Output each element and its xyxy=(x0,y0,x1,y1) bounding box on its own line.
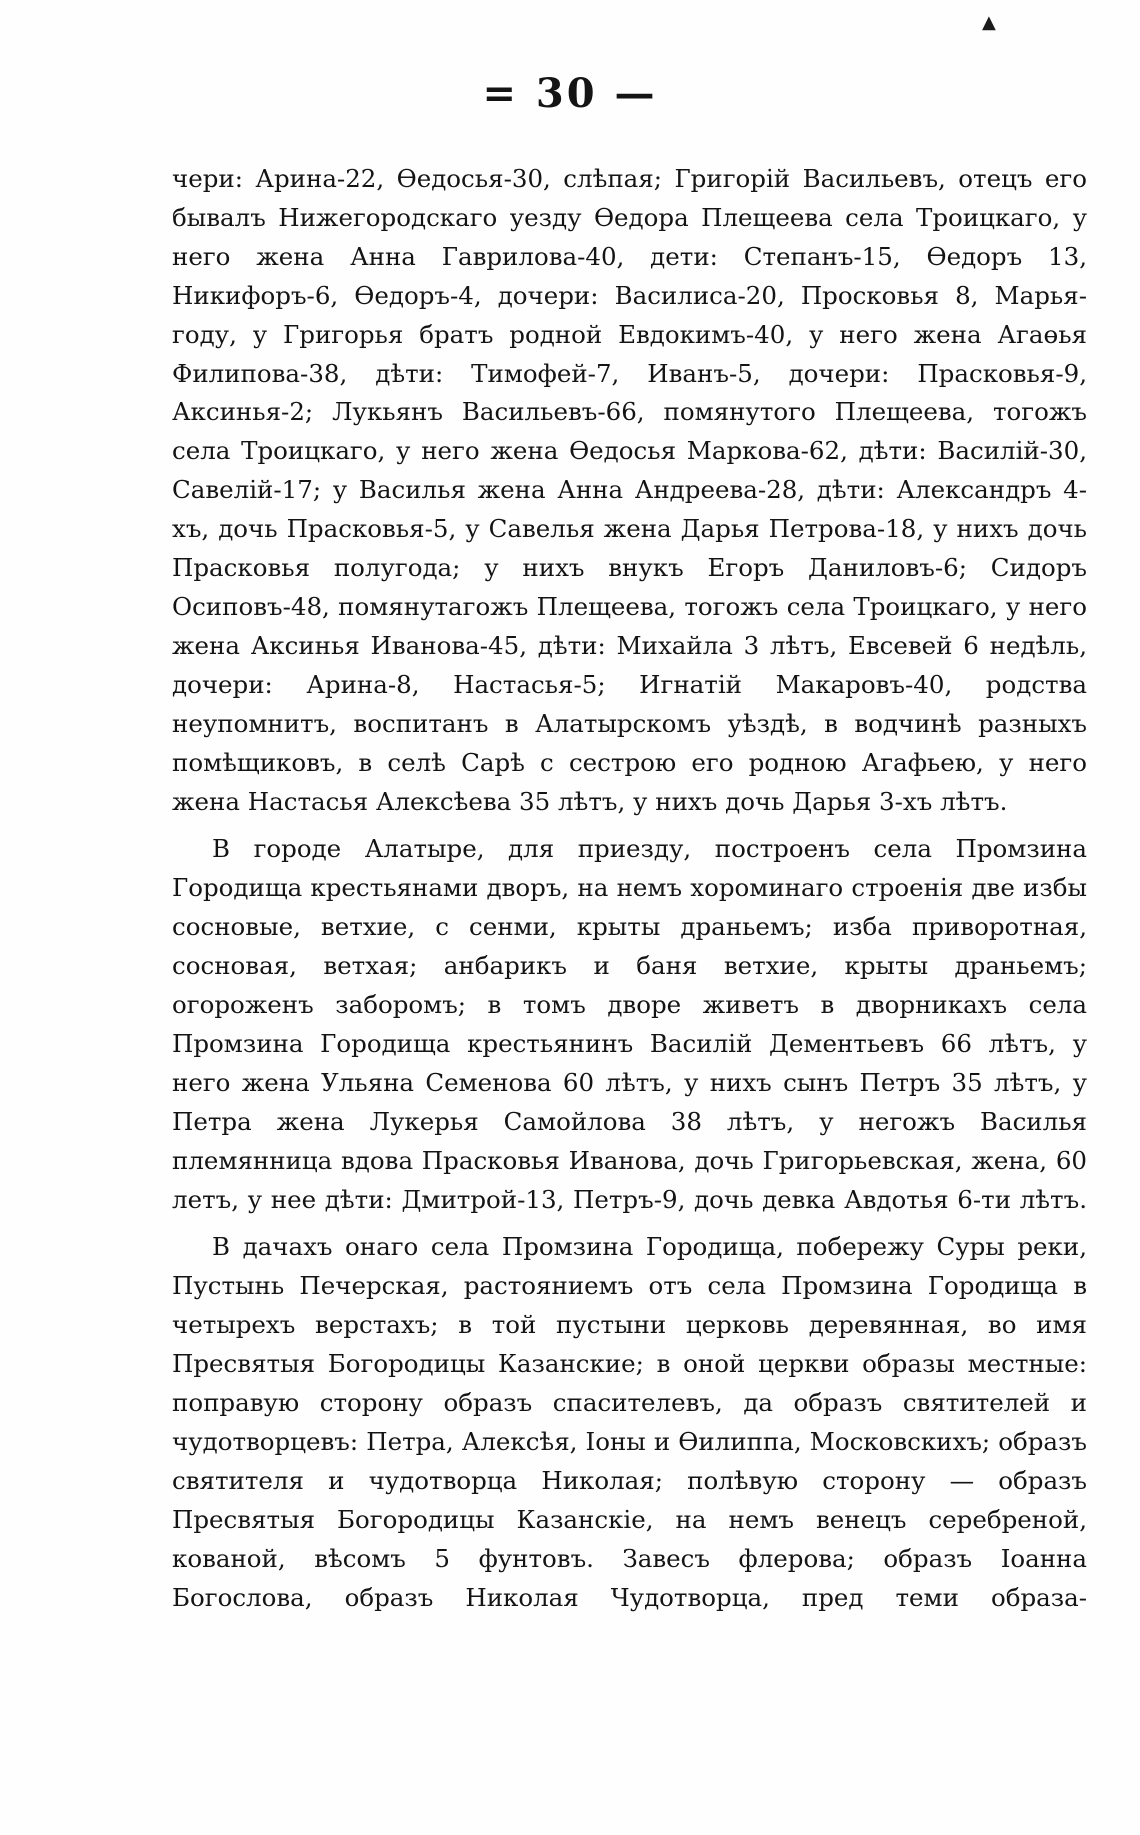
page-number: = 30 — xyxy=(482,70,658,117)
paragraph-pechersk-hermitage: В дачахъ онаго села Промзина Городища, побережу Суры реки, Пустынь Печерская, растояниемъ отъ села Промзина Городища в четырехъ верстахъ; в той пустыни церковь деревянная, во имя Пресвятыя Богородицы Казанские; в оной церкви образы местные: поправую сторону образъ спасителевъ, да образъ святителей и чудотворцевъ: Петра, Алексѣя, Іоны и Өилиппа, Московскихъ; образъ святителя и чудотворца Николая; полѣвую сторону — образъ Пресвятыя Богородицы Казанскіе, на немъ венецъ серебреной, кованой, вѣсомъ 5 фунтовъ. Завесъ флерова; образъ Іоанна Богослова, образъ Николая Чудотворца, пред теми образа- xyxy=(172,1232,1087,1612)
paragraph-alatyr-yard: В городе Алатыре, для приезду, построенъ села Промзина Городища крестьянами дворъ, на немъ хороминаго строенія две избы сосновые, ветхие, с сенми, крыты драньемъ; изба приворотная, сосновая, ветхая; анбарикъ и баня ветхие, крыты драньемъ; огороженъ заборомъ; в томъ дворе живетъ в дворникахъ села Промзина Городища крестьянинъ Василій Дементьевъ 66 лѣтъ, у него жена Ульяна Семенова 60 лѣтъ, у нихъ сынъ Петръ 35 лѣтъ, у Петра жена Лукерья Самойлова 38 лѣтъ, у негожъ Василья племянница вдова Прасковья Иванова, дочь Григорьевская, жена, 60 летъ, у нее дѣти: Дмитрой-13, Петръ-9, дочь девка Авдотья 6-ти лѣтъ. xyxy=(172,834,1087,1214)
page-body xyxy=(172,160,1087,1618)
corner-mark: ▲ xyxy=(982,12,996,33)
paragraph-household-list: чери: Арина-22, Өедосья-30, слѣпая; Григорій Васильевъ, отецъ его бывалъ Нижегородскаго уезду Өедора Плещеева села Троицкаго, у него жена Анна Гаврилова-40, дети: Степанъ-15, Өедоръ 13, Никифоръ-6, Өедоръ-4, дочери: Василиса-20, Просковья 8, Марья-году, у Григорья братъ родной Евдокимъ-40, у него жена Агаөья Филипова-38, дѣти: Тимофей-7, Иванъ-5, дочери: Прасковья-9, Аксинья-2; Лукьянъ Васильевъ-66, помянутого Плещеева, тогожъ села Троицкаго, у него жена Өедосья Маркова-62, дѣти: Василій-30, Савелій-17; у Василья жена Анна Андреева-28, дѣти: Александръ 4-хъ, дочь Прасковья-5, у Савелья жена Дарья Петрова-18, у нихъ дочь Прасковья полугода; у нихъ внукъ Егоръ Даниловъ-6; Сидоръ Осиповъ-48, помянутагожъ Плещеева, тогожъ села Троицкаго, у него жена Аксинья Иванова-45, дѣти: Михайла 3 лѣтъ, Евсевей 6 недѣль, дочери: Арина-8, Настасья-5; Игнатій Макаровъ-40, родства неупомнитъ, воспитанъ в Алатырскомъ уѣздѣ, в водчинѣ разныхъ помѣщиковъ, в селѣ Сарѣ с сестрою его родною Агафьею, у него жена Настасья Алексѣева 35 лѣтъ, у нихъ дочь Дарья 3-хъ лѣтъ. xyxy=(172,164,1087,816)
